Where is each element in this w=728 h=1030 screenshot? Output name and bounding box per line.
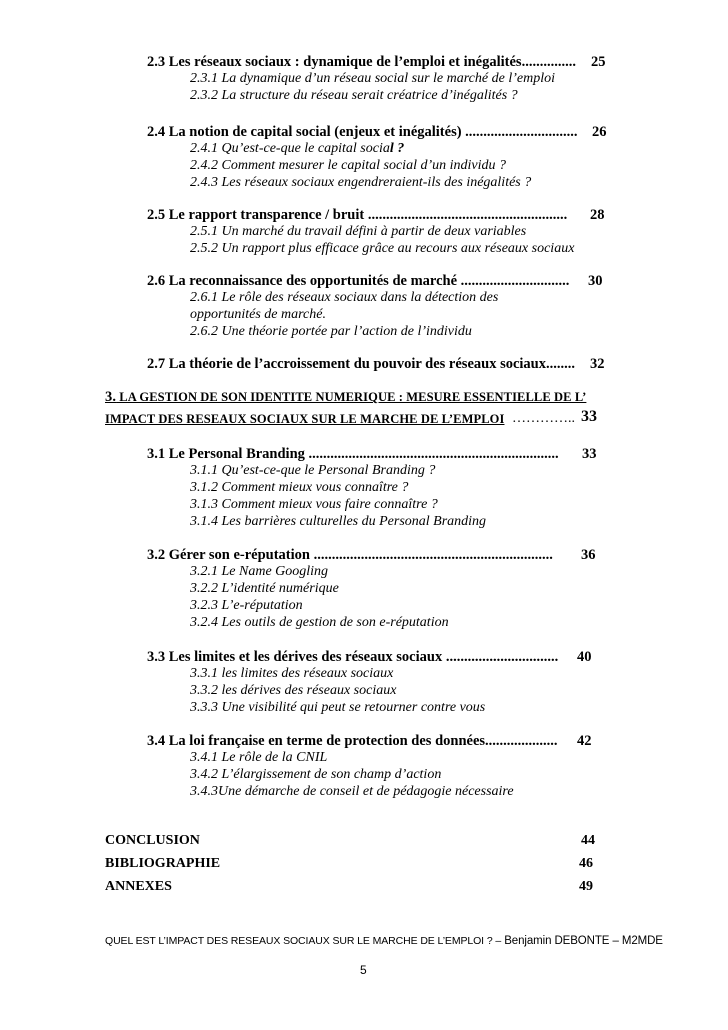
toc-entry-3-2-3: 3.2.3 L’e-réputation [190,598,303,613]
toc-entry-2-5-2: 2.5.2 Un rapport plus efficace grâce au recours aux réseaux sociaux [190,241,575,256]
page-footer [105,935,663,947]
toc-entry-3-1: 3.1 Le Personal Branding ..................................................................... [147,446,559,462]
toc-entry-3-3-2: 3.3.2 les dérives des réseaux sociaux [190,683,397,698]
toc-entry-3-2: 3.2 Gérer son e-réputation .................................................................. [147,547,553,563]
toc-entry-2-3: 2.3 Les réseaux sociaux : dynamique de l’emploi et inégalités............... [147,54,576,70]
toc-entry-2-4-3: 2.4.3 Les réseaux sociaux engendreraient-ils des inégalités ? [190,175,532,190]
page-number: 5 [360,963,367,977]
toc-entry-3-3-1: 3.3.1 les limites des réseaux sociaux [190,666,394,681]
toc-chapter-3-dots: ………….. [512,411,575,426]
toc-entry-3-1-3: 3.1.3 Comment mieux vous faire connaître ? [190,497,438,512]
toc-page-conclusion: 44 [581,833,595,848]
toc-entry-2-6-1: 2.6.1 Le rôle des réseaux sociaux dans la détection des [190,290,499,305]
toc-entry-3-2-1: 3.2.1 Le Name Googling [190,564,329,579]
toc-entry-3-1-4: 3.1.4 Les barrières culturelles du Personal Branding [190,514,487,529]
toc-entry-2-6-2: 2.6.2 Une théorie portée par l’action de l’individu [190,324,472,339]
toc-page-2-3: 25 [591,54,606,70]
toc-bibliographie: BIBLIOGRAPHIE [105,856,221,871]
toc-entry-3-4-3: 3.4.3Une démarche de conseil et de pédagogie nécessaire [190,784,514,799]
toc-page-3-2: 36 [581,547,596,563]
toc-entry-3-3: 3.3 Les limites et les dérives des réseaux sociaux ............................... [147,649,559,665]
toc-page-3-4: 42 [577,733,592,749]
toc-page-2-6: 30 [588,273,603,289]
toc-page-bibliographie: 46 [579,856,593,871]
toc-entry-2-3-1: 2.3.1 La dynamique d’un réseau social sur le marché de l’emploi [190,71,555,86]
toc-chapter-3-title-part1: LA GESTION DE SON IDENTITE NUMERIQUE : MESURE ESSENTIELLE DE L’ [116,390,587,404]
toc-entry-2-4-1 [190,141,404,157]
toc-chapter-3-line1 [105,389,586,405]
toc-entry-2-4-1-text: 2.4.1 Qu’est-ce-que le capital socia [190,141,390,156]
toc-entry-2-6-1-continued: opportunités de marché. [190,307,326,322]
toc-entry-2-3-2: 2.3.2 La structure du réseau serait créatrice d’inégalités ? [190,88,518,103]
toc-entry-3-1-2: 3.1.2 Comment mieux vous connaître ? [190,480,409,495]
toc-entry-3-2-2: 3.2.2 L’identité numérique [190,581,339,596]
toc-entry-3-1-1: 3.1.1 Qu’est-ce-que le Personal Branding ? [190,463,436,478]
toc-page-chapter-3: 33 [581,408,597,425]
footer-title: QUEL EST L’IMPACT DES RESEAUX SOCIAUX SUR LE MARCHE DE L’EMPLOI ? – [105,935,502,947]
toc-entry-3-4-2: 3.4.2 L’élargissement de son champ d’action [190,767,442,782]
toc-entry-3-4-1: 3.4.1 Le rôle de la CNIL [190,750,328,765]
toc-annexes: ANNEXES [105,879,172,894]
toc-page-2-5: 28 [590,207,605,223]
toc-entry-3-4: 3.4 La loi française en terme de protection des données.................... [147,733,558,749]
toc-page-3-3: 40 [577,649,592,665]
toc-entry-2-5-1: 2.5.1 Un marché du travail défini à partir de deux variables [190,224,527,239]
toc-entry-2-7: 2.7 La théorie de l’accroissement du pouvoir des réseaux sociaux........ [147,356,575,372]
toc-entry-2-4-2: 2.4.2 Comment mesurer le capital social d’un individu ? [190,158,506,173]
toc-chapter-3-line2: IMPACT DES RESEAUX SOCIAUX SUR LE MARCHE DE L’EMPLOI [105,412,505,426]
toc-page-2-4: 26 [592,124,607,140]
toc-chapter-3-number: 3. [105,389,117,405]
toc-entry-2-4: 2.4 La notion de capital social (enjeux et inégalités) ............................... [147,124,578,140]
footer-author: Benjamin DEBONTE – M2MDE [501,935,663,947]
toc-page-annexes: 49 [579,879,593,894]
toc-entry-3-3-3: 3.3.3 Une visibilité qui peut se retourner contre vous [190,700,486,715]
toc-entry-2-4-1-bold-end: l ? [389,141,405,156]
toc-entry-3-2-4: 3.2.4 Les outils de gestion de son e-réputation [190,615,449,630]
toc-page-2-7: 32 [590,356,605,372]
toc-conclusion: CONCLUSION [105,833,200,848]
toc-entry-2-5: 2.5 Le rapport transparence / bruit ....................................................... [147,207,568,223]
toc-page-3-1: 33 [582,446,597,462]
toc-entry-2-6: 2.6 La reconnaissance des opportunités de marché .............................. [147,273,570,289]
